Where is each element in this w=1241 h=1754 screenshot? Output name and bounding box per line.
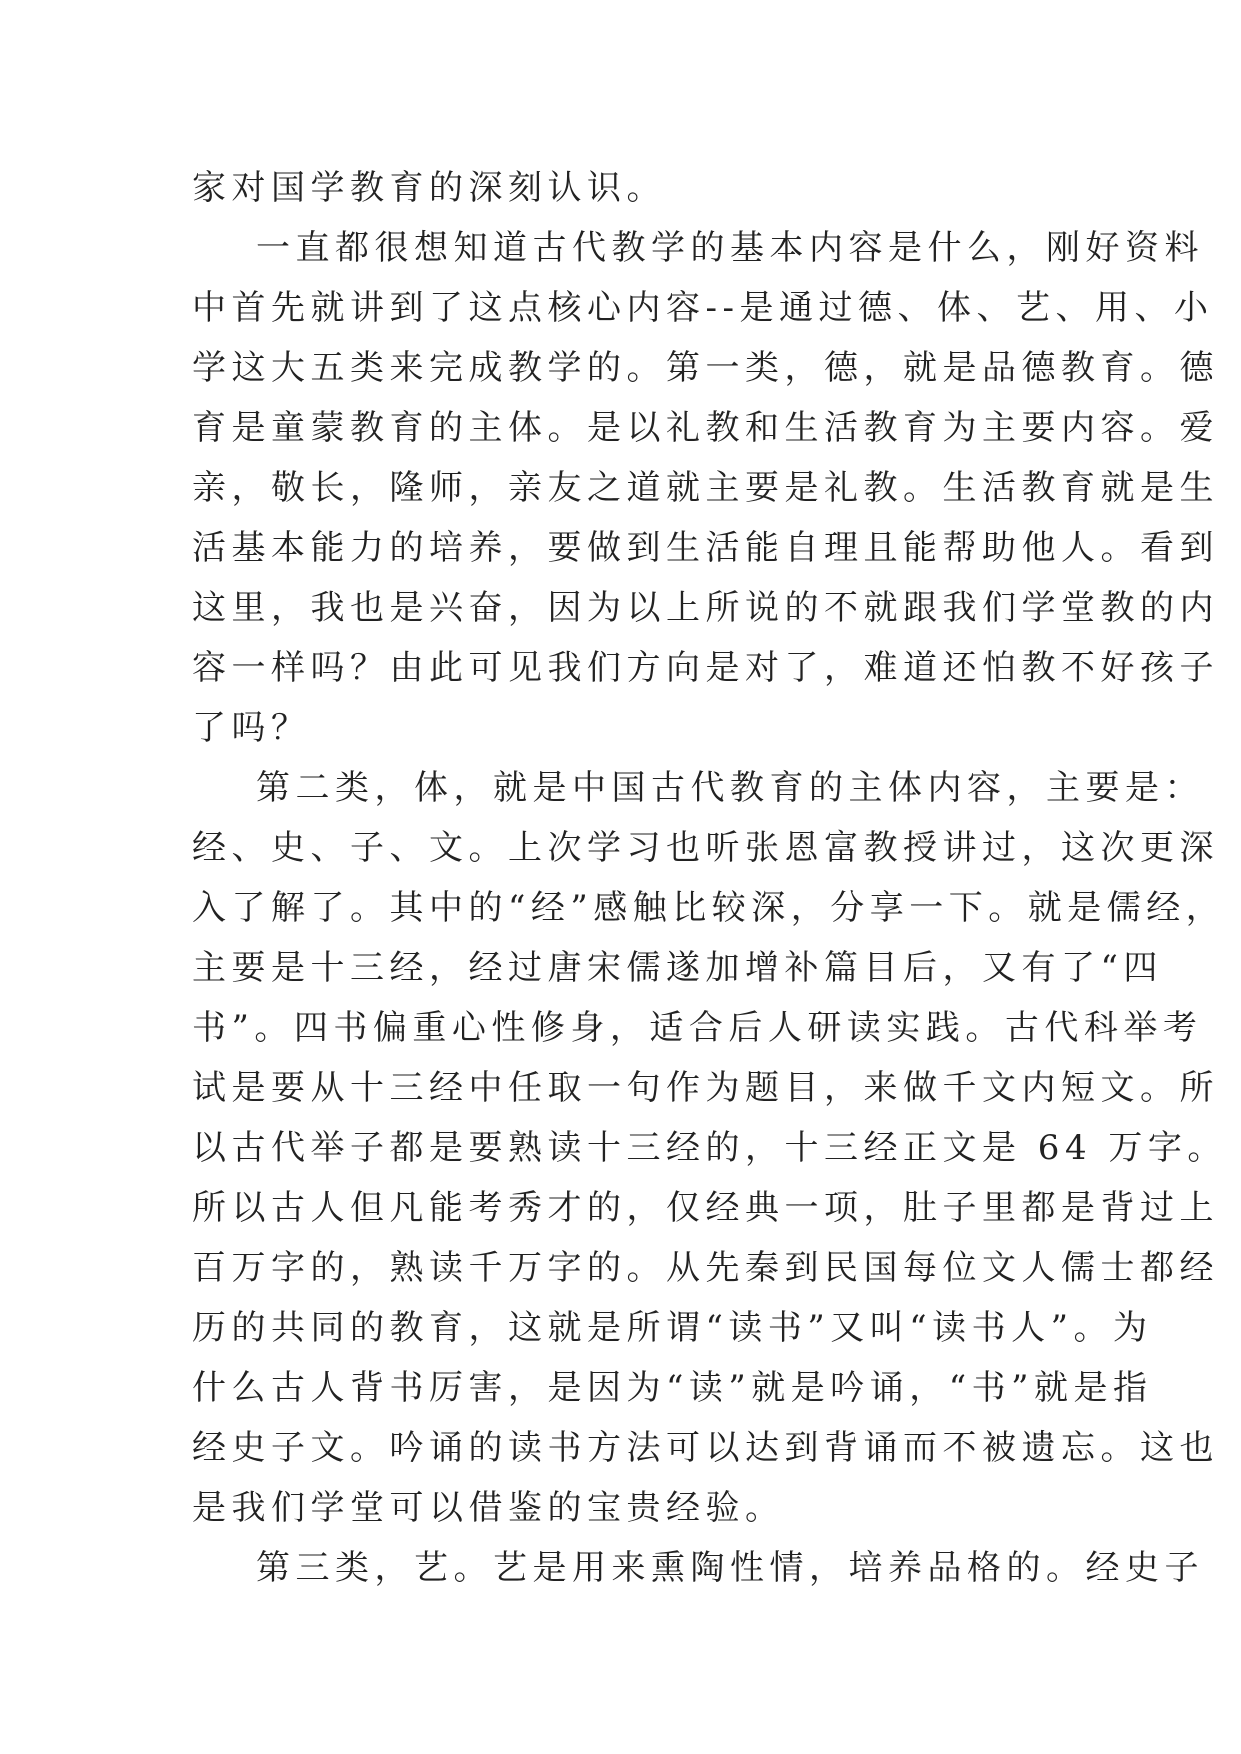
text-line: 什么古人背书厉害，是因为“读”就是吟诵，“书”就是指: [192, 1368, 1153, 1408]
text-line: 了吗？: [192, 708, 311, 748]
text-line: 学这大五类来完成教学的。第一类，德，就是品德教育。德: [192, 348, 1219, 388]
text-line: 历的共同的教育，这就是所谓“读书”又叫“读书人”。为: [192, 1308, 1153, 1348]
text-line: 试是要从十三经中任取一句作为题目，来做千文内短文。所: [192, 1068, 1219, 1108]
text-line: 经、史、子、文。上次学习也听张恩富教授讲过，这次更深: [192, 828, 1219, 868]
paragraph-first-line: 第二类，体，就是中国古代教育的主体内容，主要是：: [256, 768, 1204, 808]
paragraph-first-line: 一直都很想知道古代教学的基本内容是什么，刚好资料: [256, 228, 1204, 268]
text-line: 书”。四书偏重心性修身，适合后人研读实践。古代科举考: [192, 1008, 1203, 1048]
text-line: 所以古人但凡能考秀才的，仅经典一项，肚子里都是背过上: [192, 1188, 1219, 1228]
text-line: 百万字的，熟读千万字的。从先秦到民国每位文人儒士都经: [192, 1248, 1219, 1288]
paragraph-first-line: 第三类，艺。艺是用来熏陶性情，培养品格的。经史子: [256, 1548, 1204, 1588]
text-line: 活基本能力的培养，要做到生活能自理且能帮助他人。看到: [192, 528, 1219, 568]
body-text: [192, 158, 1227, 1598]
text-line: 主要是十三经，经过唐宋儒遂加增补篇目后，又有了“四: [192, 948, 1163, 988]
text-line: 育是童蒙教育的主体。是以礼教和生活教育为主要内容。爱: [192, 408, 1219, 448]
text-line: 经史子文。吟诵的读书方法可以达到背诵而不被遗忘。这也: [192, 1428, 1219, 1468]
text-line: 入了解了。其中的“经”感触比较深，分享一下。就是儒经，: [192, 888, 1226, 928]
text-line: 亲，敬长，隆师，亲友之道就主要是礼教。生活教育就是生: [192, 468, 1219, 508]
text-line: 容一样吗？由此可见我们方向是对了，难道还怕教不好孩子: [192, 648, 1219, 688]
text-line: 中首先就讲到了这点核心内容--是通过德、体、艺、用、小: [192, 288, 1214, 328]
text-line: 家对国学教育的深刻认识。: [192, 168, 666, 208]
text-line: 这里，我也是兴奋，因为以上所说的不就跟我们学堂教的内: [192, 588, 1219, 628]
text-line: 以古代举子都是要熟读十三经的，十三经正文是 64 万字。: [192, 1128, 1227, 1168]
text-line: 是我们学堂可以借鉴的宝贵经验。: [192, 1488, 785, 1528]
